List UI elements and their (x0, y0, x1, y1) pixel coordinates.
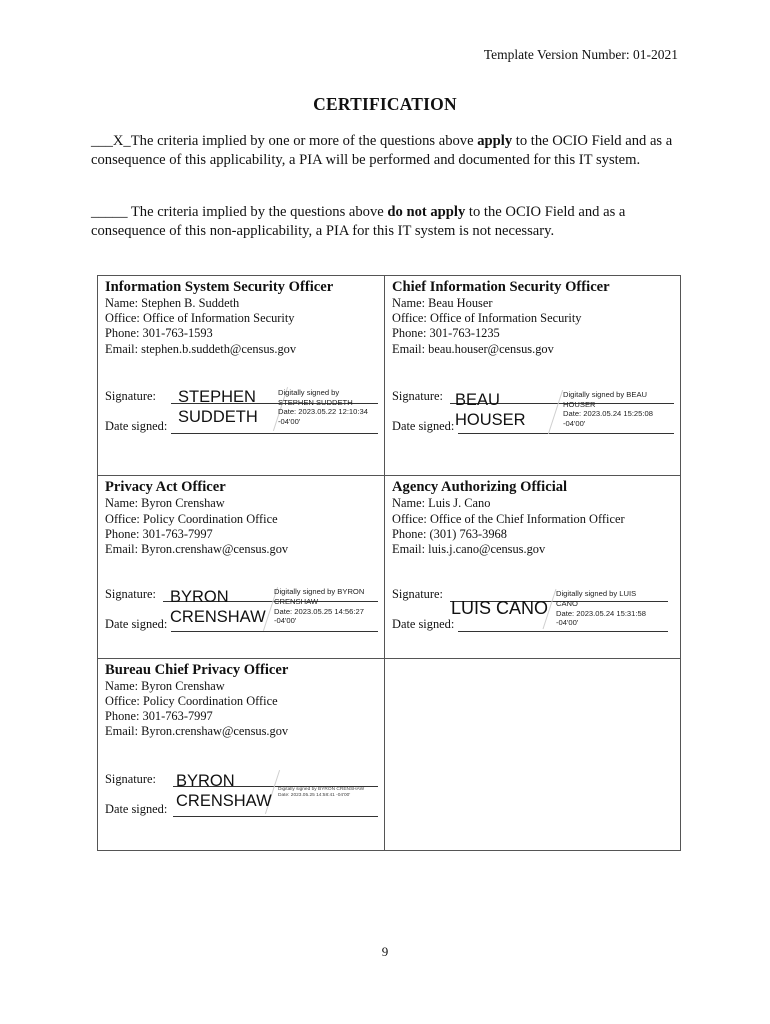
official-cell-privacy-act-officer (98, 476, 385, 658)
signature-detail-line: -04'00' (556, 618, 579, 628)
official-phone: Phone: 301-763-7997 (105, 709, 213, 724)
official-email: Email: Byron.crenshaw@census.gov (105, 541, 289, 556)
signature-detail-line: Digitally signed by BYRON CRENSHAW (278, 786, 365, 792)
digital-signature-stamp[interactable] (162, 586, 378, 631)
signature-label: Signature: (105, 771, 156, 786)
official-phone: Phone: 301-763-7997 (105, 526, 213, 541)
date-signed-label: Date signed: (105, 419, 168, 433)
signature-detail-line: Date: 2023.05.25 14:56:27 (274, 606, 364, 616)
apply-statement-bold: apply (477, 133, 513, 149)
role-title: Information System Security Officer (105, 279, 334, 295)
template-version: Template Version Number: 01-2021 (483, 47, 678, 62)
official-email: Email: luis.j.cano@census.gov (392, 541, 546, 556)
not-apply-statement-bold: do not apply (387, 204, 466, 220)
signer-name-line2: HOUSER (455, 411, 526, 429)
official-cell-isso (98, 276, 385, 476)
apply-statement-suffix: to the OCIO Field and as a consequence of this applicability, a PIA will be performed and documented for this IT system. (91, 133, 673, 168)
signature-detail-line: CRENSHAW (274, 596, 319, 606)
signature-detail-line: Date: 2023.05.24 15:25:08 (563, 409, 653, 419)
date-signed-label: Date signed: (105, 617, 168, 632)
signature-detail-line: -04'00' (563, 418, 586, 428)
official-email: Email: Byron.crenshaw@census.gov (105, 724, 289, 739)
official-office: Office: Policy Coordination Office (105, 511, 278, 526)
signer-name-line2: CRENSHAW (176, 791, 272, 810)
official-name: Name: Stephen B. Suddeth (105, 296, 240, 310)
apply-statement (91, 132, 681, 169)
signature-detail-line: CANO (556, 598, 578, 608)
digital-signature-stamp[interactable] (447, 389, 669, 434)
signature-detail-line: Digitally signed by (278, 388, 340, 397)
signature-label: Signature: (105, 587, 156, 602)
signature-detail-line: Date: 2023.05.22 12:10:34 (278, 407, 368, 417)
date-signed-label: Date signed: (392, 419, 455, 433)
signer-name-line1: LUIS CANO (451, 598, 549, 619)
official-office: Office: Policy Coordination Office (105, 693, 278, 708)
signer-name-line1: BYRON (170, 588, 229, 607)
signature-detail-line: HOUSER (563, 399, 596, 409)
role-title: Chief Information Security Officer (392, 279, 610, 295)
signer-name-line2: SUDDETH (178, 408, 258, 426)
empty-cell (385, 658, 681, 850)
signature-detail-line: -04'00' (274, 616, 297, 626)
official-email: Email: stephen.b.suddeth@census.gov (105, 341, 297, 356)
certification-title: CERTIFICATION (313, 94, 457, 114)
date-signed-label: Date signed: (392, 617, 455, 632)
signature-detail-line: -04'00' (278, 416, 301, 426)
signature-label: Signature: (392, 389, 443, 403)
apply-statement-prefix: ___X_The criteria implied by one or more of the questions above (91, 133, 478, 149)
official-cell-bureau-chief-privacy-officer (98, 658, 385, 850)
not-apply-statement-suffix: to the OCIO Field and as a consequence of this non-applicability, a PIA for this IT system is not necessary. (91, 204, 626, 239)
signer-name-line1: BEAU (455, 391, 500, 409)
not-apply-statement-prefix: _____ The criteria implied by the questions above (91, 204, 388, 220)
official-cell-ciso (385, 276, 681, 476)
official-cell-authorizing-official (385, 476, 681, 658)
official-office: Office: Office of Information Security (105, 311, 295, 326)
official-phone: Phone: (301) 763-3968 (392, 526, 507, 541)
signature-detail-line: Digitally signed by BYRON (274, 587, 365, 597)
signer-name-line2: CRENSHAW (170, 608, 266, 627)
signature-detail-line: Digitally signed by BEAU (563, 390, 647, 399)
digital-signature-stamp[interactable] (168, 386, 378, 431)
official-office: Office: Office of the Chief Information Officer (392, 511, 625, 526)
signature-detail-line: STEPHEN SUDDETH (278, 397, 353, 407)
official-name: Name: Byron Crenshaw (105, 496, 225, 511)
signature-detail-line: Date: 2023.05.25 14:58:41 -04'00' (278, 792, 351, 798)
signature-label: Signature: (392, 587, 443, 602)
digital-signature-stamp[interactable] (168, 769, 378, 814)
signature-detail-line: Date: 2023.05.24 15:31:58 (556, 608, 646, 618)
signature-detail-line: Digitally signed by LUIS (556, 589, 637, 599)
not-apply-statement (91, 203, 681, 240)
signature-table (97, 275, 681, 851)
official-office: Office: Office of Information Security (392, 311, 582, 326)
page-number: 9 (381, 944, 389, 959)
digital-signature-stamp[interactable] (449, 588, 671, 628)
official-phone: Phone: 301-763-1235 (392, 326, 500, 341)
signer-name-line1: STEPHEN (178, 388, 256, 406)
role-title: Agency Authorizing Official (392, 479, 568, 496)
official-name: Name: Beau Houser (392, 296, 493, 310)
role-title: Privacy Act Officer (105, 479, 226, 496)
official-name: Name: Byron Crenshaw (105, 678, 225, 693)
signature-label: Signature: (105, 389, 156, 403)
date-signed-label: Date signed: (105, 801, 168, 816)
official-email: Email: beau.houser@census.gov (392, 341, 554, 356)
role-title: Bureau Chief Privacy Officer (105, 661, 289, 678)
signer-name-line1: BYRON (176, 771, 235, 790)
official-phone: Phone: 301-763-1593 (105, 326, 213, 341)
official-name: Name: Luis J. Cano (392, 496, 491, 511)
